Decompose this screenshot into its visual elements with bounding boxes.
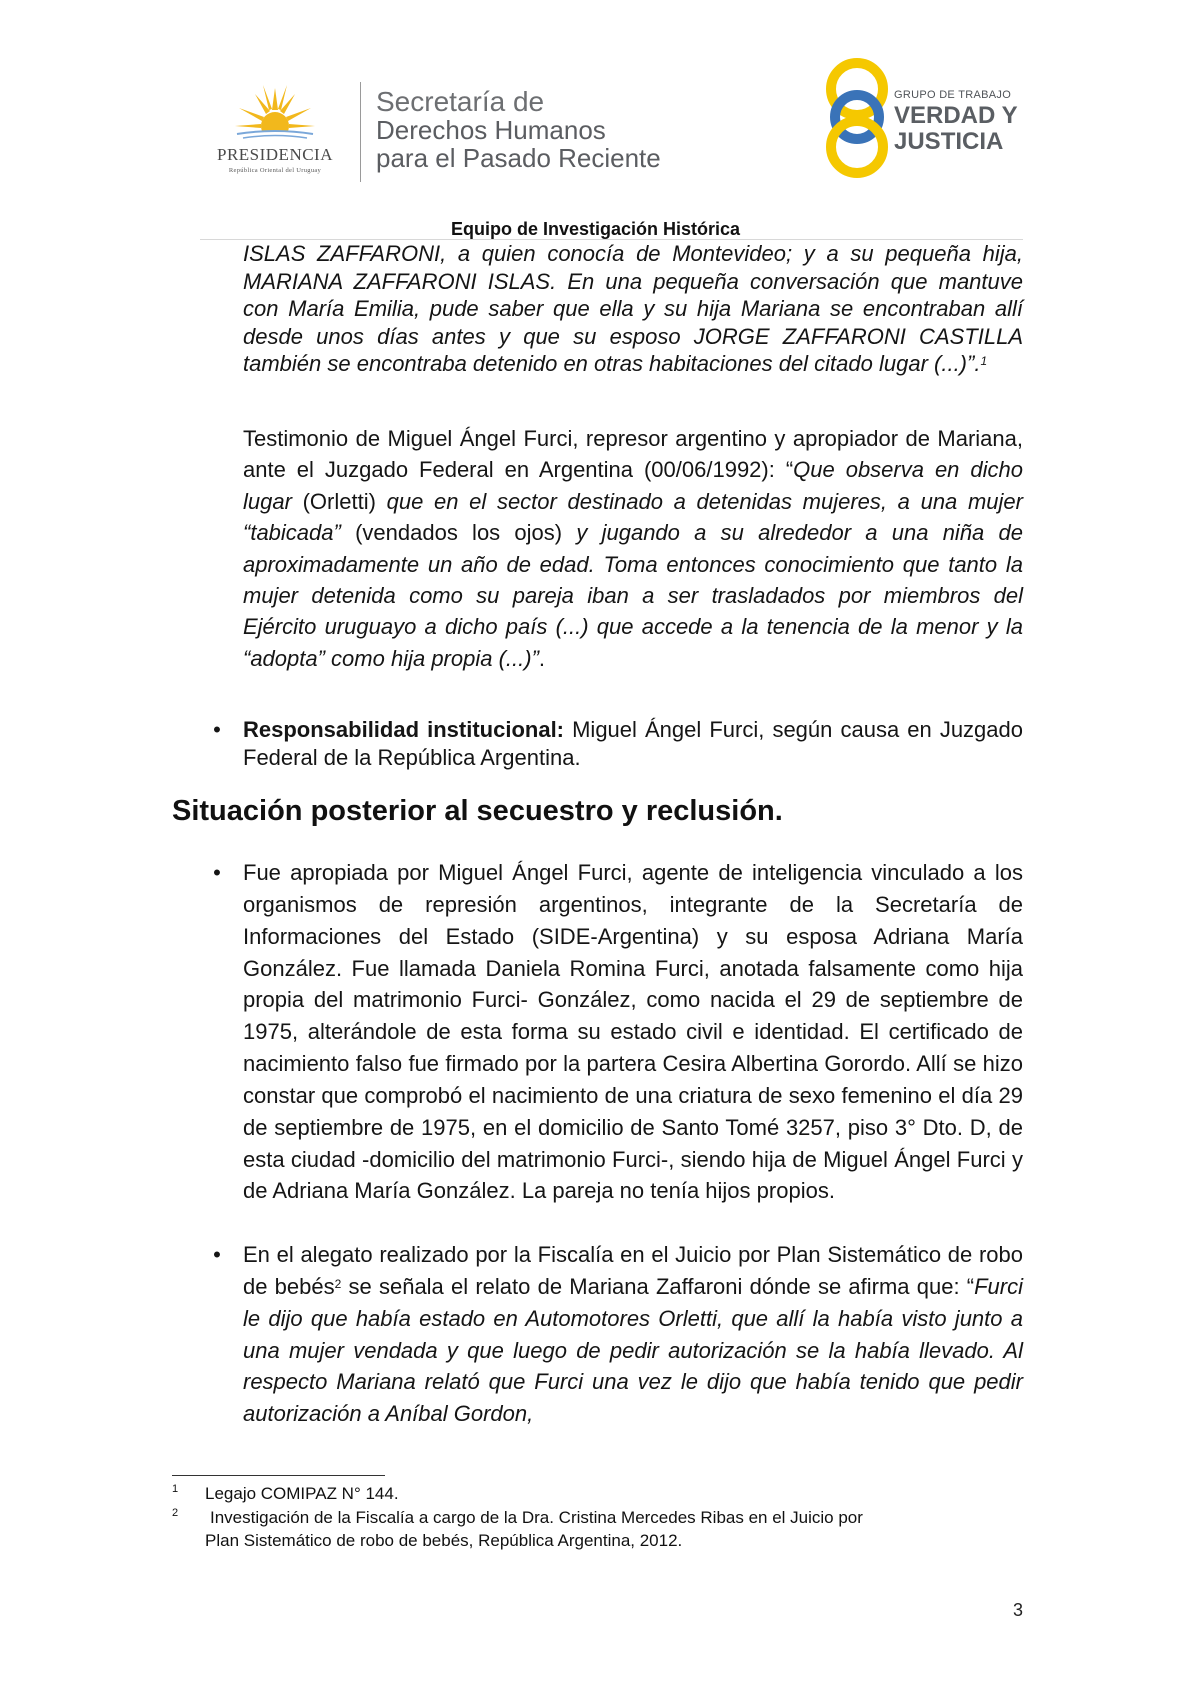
secretaria-line3: para el Pasado Reciente [376,143,661,173]
footnote-2 [172,1506,1002,1552]
secretaria-line2: Derechos Humanos [376,115,606,145]
footnote-2-text: Investigación de la Fiscalía a cargo de la Dra. Cristina Mercedes Ribas en el Juicio por [210,1508,863,1527]
footnote-1-text: Legajo COMIPAZ N° 144. [205,1484,399,1503]
para2-t1: Testimonio de Miguel Ángel Furci, represor argentino y apropiador de Mariana, ante el Juzgado Federal en Argentina (00/06/1992): “ [243,426,1023,483]
secretaria-line1: Secretaría de [376,86,545,117]
presidencia-logo [195,80,355,175]
para2-t3: (vendados los ojos) [340,520,577,546]
secretaria-title [376,88,661,172]
page-number: 3 [1013,1600,1024,1620]
list-item [213,1239,1023,1430]
grupo-title [894,103,1018,155]
footnote-ref-1[interactable]: 1 [980,354,988,369]
responsabilidad-text: Miguel Ángel Furci, según causa en Juzgado Federal de la República Argentina. [243,717,1023,770]
quote-text: ISLAS ZAFFARONI, a quien conocía de Montevideo; y a su pequeña hija, MARIANA ZAFFARONI ISLAS. En una pequeña conversación que mantuve con María Emilia, pude saber que ella y su hija Mariana se encontraban allí desde unos días antes y que su esposo JORGE ZAFFARONI CASTILLA también se encontraba detenido en otras habitaciones del citado lugar (...)”. [243,241,1023,377]
footnote-2-text-line2: Plan Sistemático de robo de bebés, República Argentina, 2012. [205,1531,683,1550]
list-item-2-a: En el alegato realizado por la Fiscalía en el Juicio por Plan Sistemático de robo de bebés [243,1242,1023,1299]
list-item-1-text: Fue apropiada por Miguel Ángel Furci, agente de inteligencia vinculado a los organismos de represión argentinos, integrante de la Secretaría de Informaciones del Estado (SIDE-Argentina) y su esposa Adriana María González. Fue llamada Daniela Romina Furci, anotada falsamente como hija propia del matrimonio Furci- González, como nacida el 29 de septiembre de 1975, alterándole de esta forma su estado civil e identidad. El certificado de nacimiento falso fue firmado por la partera Cesira Albertina Gorordo. Allí se hizo constar que comprobó el nacimiento de una criatura de sexo femenino el día 29 de septiembre de 1975, en el domicilio de Santo Tomé 3257, piso 3° Dto. D, de esta ciudad -domicilio del matrimonio Furci-, siendo hija de Miguel Ángel Furci y de Adriana María González. La pareja no tenía hijos propios. [243,860,1023,1204]
para2-t2: (Orletti) [291,488,387,514]
responsabilidad-item [213,716,1023,771]
para2-i3: y jugando a su alrededor a una niña de aproximadamente un año de edad. Toma entonces conocimiento que tanto la mujer detenida como su pareja iban a ser trasladados por miembros del Ejército uruguayo a dicho país (...) que accede a la tenencia de la menor y la “adopta” como hija propia (...)” [243,520,1023,671]
footnote-separator [172,1475,385,1476]
section-heading: Situación posterior al secuestro y reclusión. [172,795,783,827]
para2-t4: . [538,645,546,671]
team-heading: Equipo de Investigación Histórica [450,219,741,239]
rings-icon [822,55,892,180]
testimony-quote [243,240,1023,378]
presidencia-name: PRESIDENCIA [216,145,333,164]
list-item-2-quote: Furci le dijo que había estado en Automotores Orletti, que allí la había visto junto a una mujer vendada y que luego de pedir autorización se la había llevado. Al respecto Mariana relató que Furci una vez le dijo que había tenido que pedir autorización a Aníbal Gordon, [243,1273,1023,1427]
footnote-1-number: 1 [172,1483,179,1495]
para2-i2: que en el sector destinado a detenidas mujeres, a una mujer “tabicada” [243,488,1023,546]
footnote-2-number: 2 [172,1507,179,1519]
para2-i1: Que observa en dicho lugar [243,457,1023,514]
footnote-ref-2[interactable]: 2 [334,1276,342,1291]
list-item [213,857,1023,1207]
sun-icon [233,80,317,144]
footnote-1 [172,1482,399,1505]
grupo-line2: JUSTICIA [894,128,1004,155]
responsabilidad-label: Responsabilidad institucional: [243,717,565,742]
grupo-line1: VERDAD Y [894,102,1018,129]
bullet-marker: • [213,1242,221,1267]
bullet-marker: • [213,860,221,885]
furci-testimony-paragraph [243,423,1023,674]
bullet-marker: • [213,717,221,742]
grupo-label: GRUPO DE TRABAJO [894,89,1012,101]
verdad-justicia-logo [822,55,1052,185]
header-divider [360,82,361,182]
list-item-2-b: se señala el relato de Mariana Zaffaroni dónde se afirma que: “ [341,1273,975,1299]
presidencia-subtitle: República Oriental del Uruguay [228,167,322,174]
